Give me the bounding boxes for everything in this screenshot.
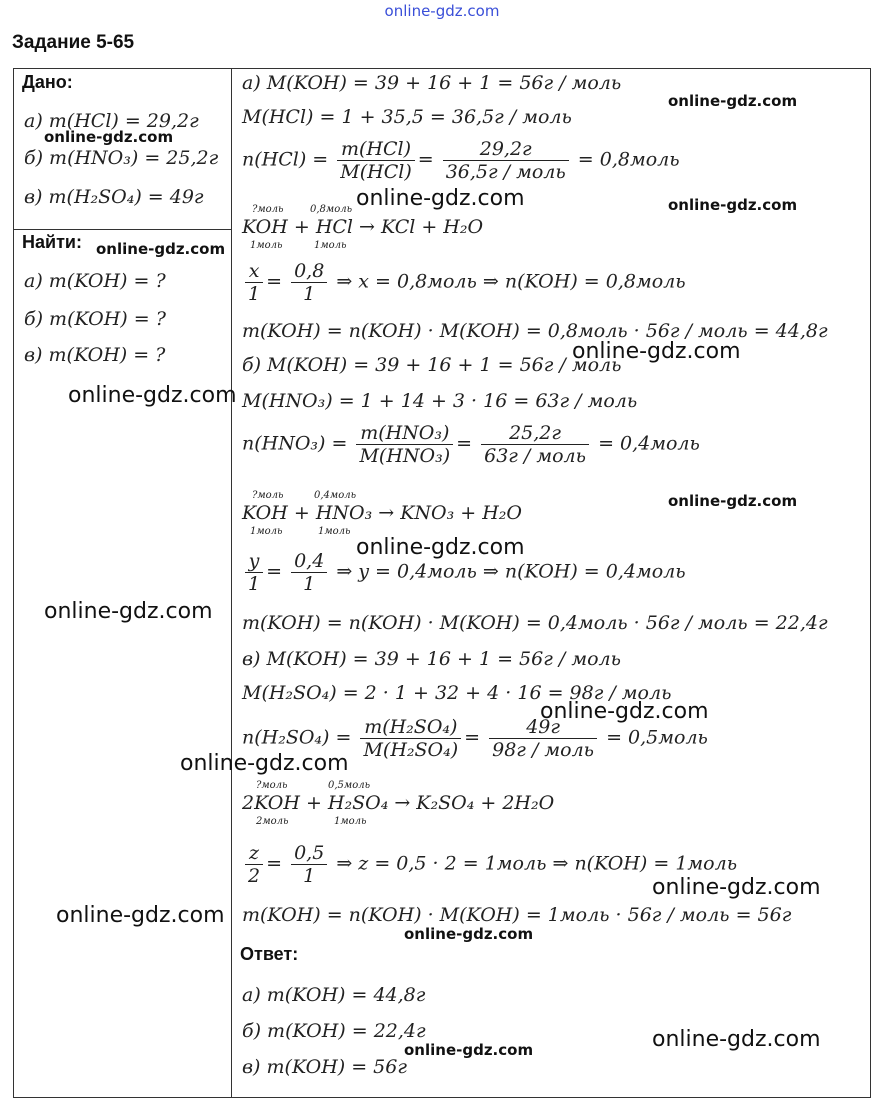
fraction: $\frac{z}{2}$ <box>245 842 263 887</box>
watermark: online-gdz.com <box>540 699 709 724</box>
fraction: $\frac{49г}{\text{98г / моль}}$ <box>489 716 597 761</box>
solution-a-line6: m(KOH) = n(KOH) · M(KOH) = 0,8моль · 56г / моль = 44,8г <box>242 320 828 342</box>
given-label: Дано: <box>22 72 73 92</box>
task-title: Задание 5-65 <box>12 32 135 53</box>
watermark: online-gdz.com <box>56 903 225 928</box>
reaction-equation-b: ?моль 0,4моль KOH + HNO₃ → KNO₃ + H₂O 1моль 1моль <box>242 490 522 537</box>
watermark: online-gdz.com <box>44 128 174 146</box>
answer-c: в) m(KOH) = 56г <box>242 1056 407 1078</box>
watermark: online-gdz.com <box>404 1041 534 1059</box>
fraction: $\frac{x}{1}$ <box>245 260 263 305</box>
solution-a-line2: M(HCl) = 1 + 35,5 = 36,5г / моль <box>242 106 572 128</box>
solution-c-line3: n(H₂SO₄) = $\frac{\text{m(H₂SO₄)}}{\text{M(H₂SO₄)}}$ = $\frac{49г}{\text{98г / моль}}$ = 0,5моль <box>242 716 708 761</box>
watermark: online-gdz.com <box>356 535 525 560</box>
fraction: $\frac{\text{m(HCl)}}{\text{M(HCl)}}$ <box>337 138 414 183</box>
find-b: б) m(KOH) = ? <box>24 308 166 330</box>
fraction: $\frac{y}{1}$ <box>245 550 263 595</box>
fraction: $\frac{0,8}{1}$ <box>291 260 327 305</box>
solution-b-line5: $\frac{y}{1}$ = $\frac{0,4}{1}$ ⇒ y = 0,4моль ⇒ n(KOH) = 0,4моль <box>242 550 686 595</box>
watermark: online-gdz.com <box>68 383 237 408</box>
column-divider <box>231 68 232 1098</box>
solution-c-line1: в) M(KOH) = 39 + 16 + 1 = 56г / моль <box>242 648 621 670</box>
watermark: online-gdz.com <box>668 196 798 214</box>
answer-label: Ответ: <box>240 944 299 964</box>
formula-result: = 0,8моль <box>577 148 680 171</box>
watermark: online-gdz.com <box>652 875 821 900</box>
given-b: б) m(HNO₃) = 25,2г <box>24 147 219 169</box>
watermark: online-gdz.com <box>44 599 213 624</box>
solution-b-line3: n(HNO₃) = $\frac{\text{m(HNO₃)}}{\text{M(HNO₃)}}$ = $\frac{25,2г}{\text{63г / моль}}$ = 0,4моль <box>242 422 700 467</box>
answer-b: б) m(KOH) = 22,4г <box>242 1020 426 1042</box>
fraction: $\frac{29,2г}{\text{36,5г / моль}}$ <box>443 138 569 183</box>
answer-a: а) m(KOH) = 44,8г <box>242 984 426 1006</box>
solution-b-line1: б) M(KOH) = 39 + 16 + 1 = 56г / моль <box>242 354 622 376</box>
site-header-link[interactable]: online-gdz.com <box>384 2 500 20</box>
solution-b-line2: M(HNO₃) = 1 + 14 + 3 · 16 = 63г / моль <box>242 390 638 412</box>
watermark: online-gdz.com <box>652 1027 821 1052</box>
fraction: $\frac{0,4}{1}$ <box>291 550 327 595</box>
watermark: online-gdz.com <box>356 186 525 211</box>
given-a: а) m(HCl) = 29,2г <box>24 110 199 132</box>
watermark: online-gdz.com <box>180 751 349 776</box>
watermark: online-gdz.com <box>668 92 798 110</box>
fraction: $\frac{25,2г}{\text{63г / моль}}$ <box>481 422 589 467</box>
solution-c-line2: M(H₂SO₄) = 2 · 1 + 32 + 4 · 16 = 98г / моль <box>242 682 672 704</box>
reaction-equation-a: ?моль 0,8моль KOH + HCl → KCl + H₂O 1моль 1моль <box>242 204 484 251</box>
solution-c-line6: m(KOH) = n(KOH) · M(KOH) = 1моль · 56г / моль = 56г <box>242 904 792 926</box>
given-find-divider <box>13 229 231 230</box>
watermark: online-gdz.com <box>572 339 741 364</box>
reaction-equation-c: ?моль 0,5моль 2KOH + H₂SO₄ → K₂SO₄ + 2H₂O 2моль 1моль <box>242 780 555 827</box>
watermark: online-gdz.com <box>96 240 226 258</box>
solution-b-line6: m(KOH) = n(KOH) · M(KOH) = 0,4моль · 56г / моль = 22,4г <box>242 612 828 634</box>
solution-a-line3: n(HCl) = $\frac{\text{m(HCl)}}{\text{M(HCl)}}$ = $\frac{29,2г}{\text{36,5г / моль}}$ = 0,8моль <box>242 138 680 183</box>
fraction: $\frac{\text{m(HNO₃)}}{\text{M(HNO₃)}}$ <box>356 422 453 467</box>
find-label: Найти: <box>22 232 82 252</box>
fraction: $\frac{0,5}{1}$ <box>291 842 327 887</box>
solution-a-line1: а) M(KOH) = 39 + 16 + 1 = 56г / моль <box>242 72 622 94</box>
watermark: online-gdz.com <box>404 925 534 943</box>
solution-a-line5: $\frac{x}{1}$ = $\frac{0,8}{1}$ ⇒ x = 0,8моль ⇒ n(KOH) = 0,8моль <box>242 260 686 305</box>
formula-lhs: n(HCl) = <box>242 148 329 171</box>
solution-c-line5: $\frac{z}{2}$ = $\frac{0,5}{1}$ ⇒ z = 0,5 · 2 = 1моль ⇒ n(KOH) = 1моль <box>242 842 737 887</box>
fraction: $\frac{\text{m(H₂SO₄)}}{\text{M(H₂SO₄)}}$ <box>360 716 461 761</box>
find-c: в) m(KOH) = ? <box>24 344 166 366</box>
watermark: online-gdz.com <box>668 492 798 510</box>
given-c: в) m(H₂SO₄) = 49г <box>24 186 204 208</box>
find-a: а) m(KOH) = ? <box>24 270 166 292</box>
